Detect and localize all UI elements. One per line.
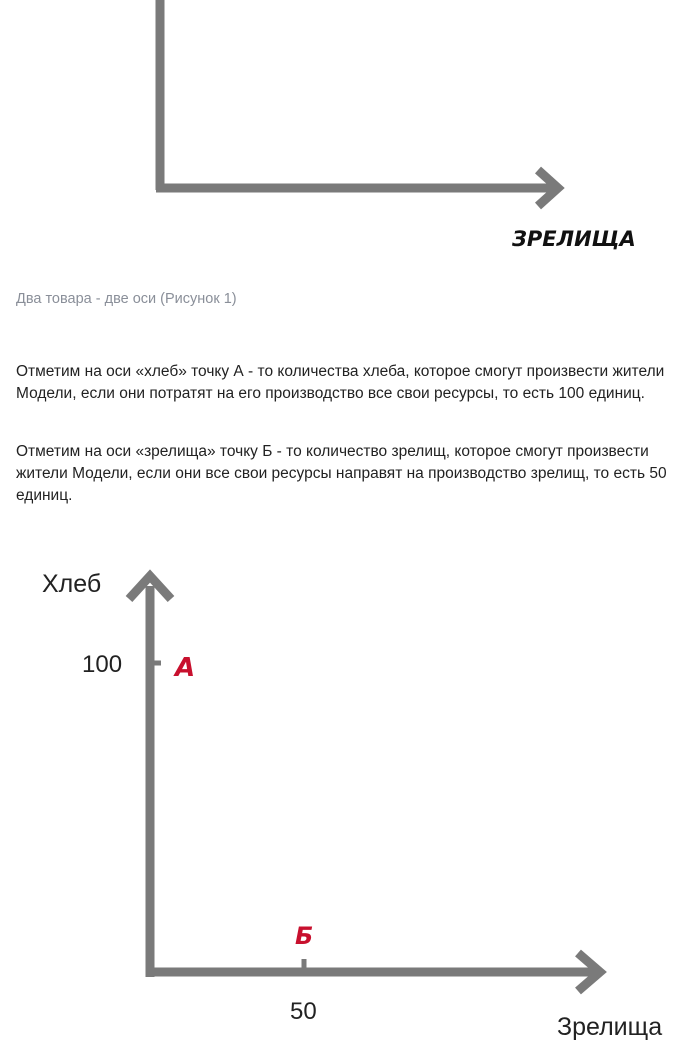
point-b-label: Б	[295, 922, 314, 950]
y-axis-label: Хлеб	[42, 570, 102, 598]
paragraph-point-a: Отметим на оси «хлеб» точку А - то количества хлеба, которое смогут произвести жители Модели, если они потратят на его производство все свои ресурсы, то есть 100 единиц.	[16, 363, 665, 402]
x-tick-label-50: 50	[290, 998, 317, 1025]
x-axis-label: Зрелища	[557, 1013, 663, 1041]
paragraph-point-b: Отметим на оси «зрелища» точку Б - то количество зрелищ, которое смогут произвести жители Модели, если они все свои ресурсы направят на производство зрелищ, то есть 50 единиц.	[16, 443, 667, 504]
figure-1-axes	[0, 0, 700, 270]
y-tick-label-100: 100	[82, 651, 123, 678]
figure1-x-axis-label: ЗРЕЛИЩА	[512, 227, 636, 251]
point-a-label: А	[175, 653, 196, 683]
figure-caption: Два товара - две оси (Рисунок 1)	[16, 291, 237, 307]
figure-2-axes	[0, 540, 700, 1050]
